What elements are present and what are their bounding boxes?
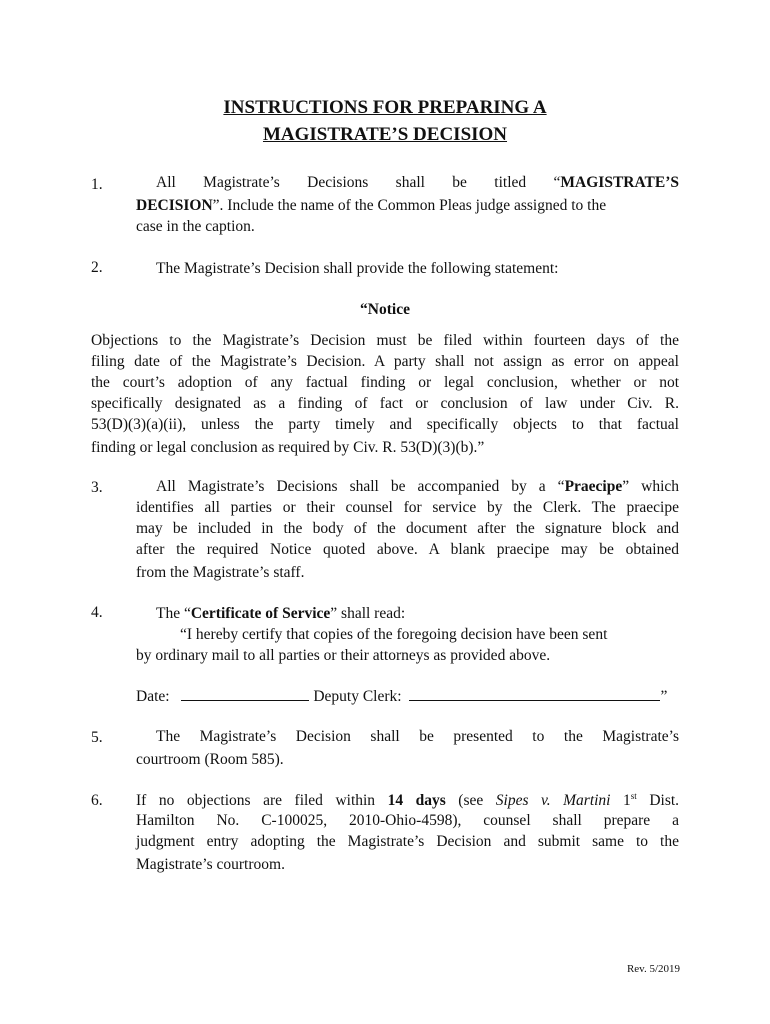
date-label: Date: [136,688,170,705]
notice-line: 53(D)(3)(a)(ii), unless the party timely and specifically objects to that factual [91,416,679,433]
certificate-text-line: by ordinary mail to all parties or their attorneys as provided above. [136,647,551,664]
item-text-line: Hamilton No. C-100025, 2010-Ohio-4598), counsel shall prepare a [136,812,679,829]
notice-heading: “Notice [360,301,410,318]
revision-footer: Rev. 5/2019 [626,963,680,975]
item-text-line: identifies all parties or their counsel for service by the Clerk. The praecipe [136,499,679,516]
item-text-line: from the Magistrate’s staff. [136,564,305,581]
certificate-text-line: “I hereby certify that copies of the foregoing decision have been sent [180,626,608,643]
notice-line: filing date of the Magistrate’s Decision. A party shall not assign as error on appeal [91,353,679,370]
date-blank [181,699,309,701]
item-text-line: The “Certificate of Service” shall read: [156,605,406,622]
page-title-line-1: INSTRUCTIONS FOR PREPARING A [223,97,547,118]
page-title-line-2: MAGISTRATE’S DECISION [262,124,508,145]
item-number: 1. [91,176,103,193]
item-text-line: All Magistrate’s Decisions shall be titled “MAGISTRATE’S [156,174,679,191]
item-text-line: case in the caption. [136,218,255,235]
deputy-clerk-label: Deputy Clerk: [313,688,402,705]
item-number: 2. [91,259,103,276]
deputy-clerk-blank [409,699,660,701]
signature-line [136,686,667,707]
closing-quote: ” [660,688,668,705]
item-number: 6. [91,792,103,809]
item-number: 5. [91,729,103,746]
item-text-line: courtroom (Room 585). [136,751,284,768]
item-text-line: DECISION”. Include the name of the Common Pleas judge assigned to the [136,197,607,214]
item-number: 4. [91,604,103,621]
item-text-line: may be included in the body of the document after the signature block and [136,520,679,537]
notice-line: the court’s adoption of any factual finding or legal conclusion, whether or not [91,374,679,391]
notice-line: specifically designated as a finding of fact or conclusion of law under Civ. R. [91,395,679,412]
item-text-line: judgment entry adopting the Magistrate’s Decision and submit same to the [136,833,679,850]
item-text-line: The Magistrate’s Decision shall provide the following statement: [156,260,559,277]
item-text-line: after the required Notice quoted above. A blank praecipe may be obtained [136,541,679,558]
item-text-line: Magistrate’s courtroom. [136,856,285,873]
item-text-line: All Magistrate’s Decisions shall be accompanied by a “Praecipe” which [156,478,680,495]
item-number: 3. [91,479,103,496]
item-text-line: If no objections are filed within 14 days (see Sipes v. Martini 1st Dist. [136,791,680,810]
item-text-line: The Magistrate’s Decision shall be presented to the Magistrate’s [156,728,679,745]
notice-line: finding or legal conclusion as required by Civ. R. 53(D)(3)(b).” [91,439,485,456]
notice-line: Objections to the Magistrate’s Decision must be filed within fourteen days of the [91,332,679,349]
